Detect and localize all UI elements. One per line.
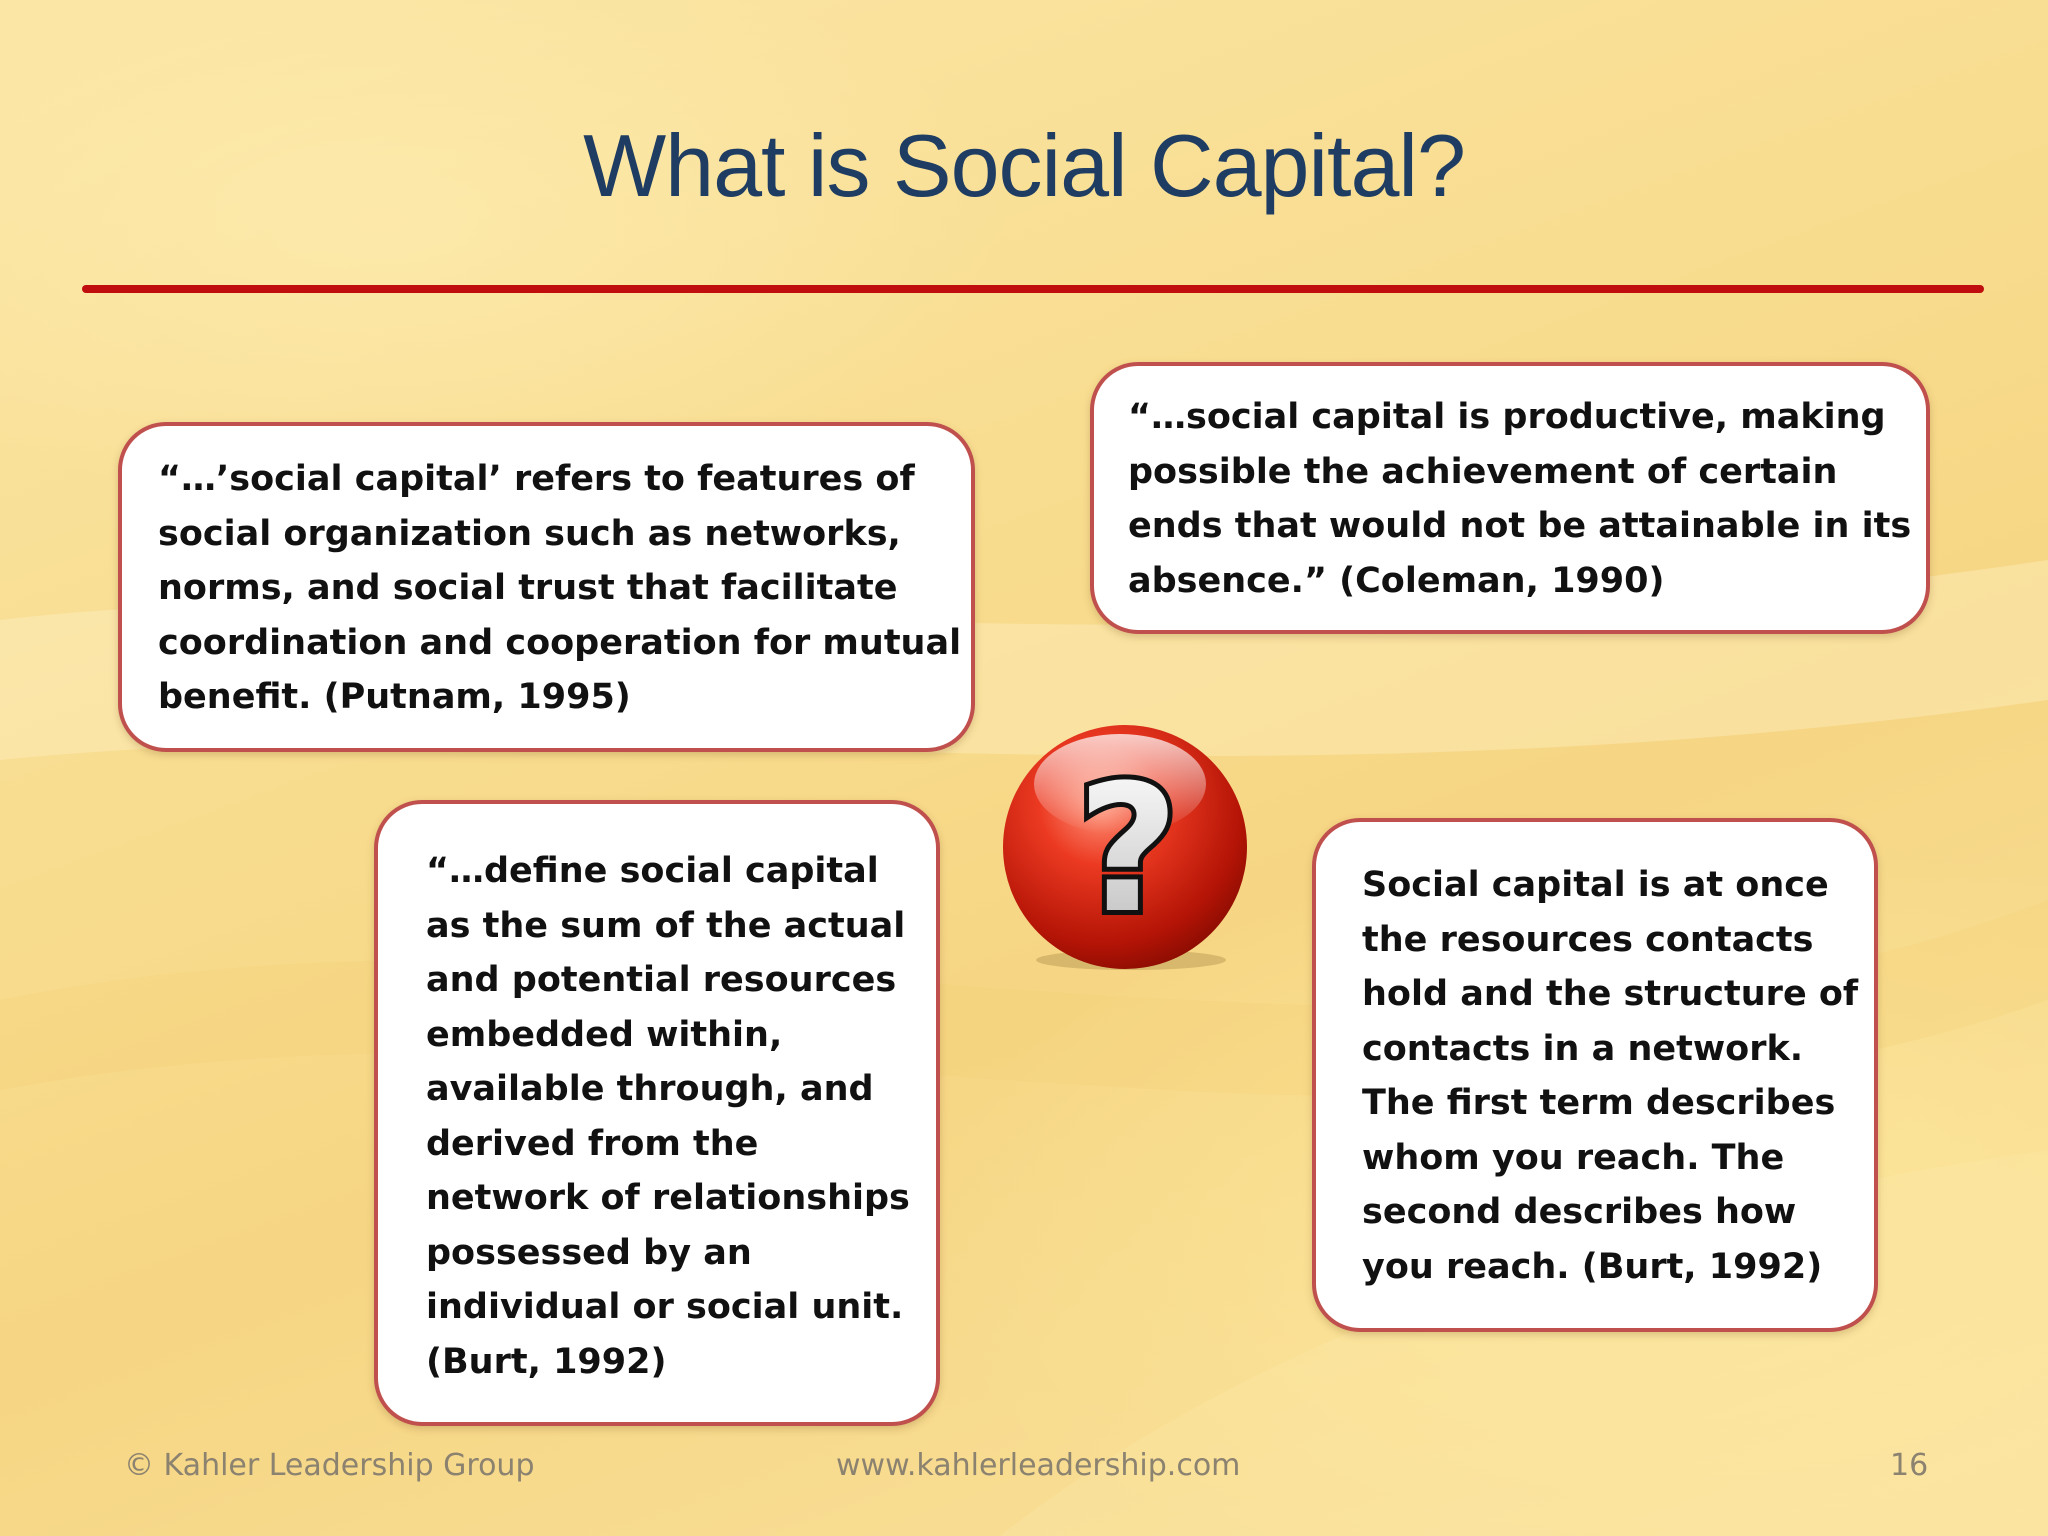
quote-line: you reach. (Burt, 1992) (1362, 1246, 1823, 1287)
quote-text-putnam (158, 452, 961, 725)
quote-line: contacts in a network. (1362, 1028, 1804, 1069)
quote-line: (Burt, 1992) (426, 1341, 667, 1382)
quote-line: available through, and (426, 1069, 874, 1109)
question-mark-glyph: ? (1076, 747, 1180, 952)
quote-line: hold and the structure of (1362, 974, 1859, 1014)
quote-line: possible the achievement of certain (1128, 451, 1838, 492)
quote-line: ends that would not be attainable in its (1128, 506, 1912, 546)
footer-copyright: © Kahler Leadership Group (124, 1448, 535, 1483)
question-mark-icon (998, 722, 1252, 976)
quote-text-burt-network (1362, 858, 1858, 1294)
quote-line: “…social capital is productive, making (1128, 397, 1886, 437)
quote-line: absence.” (Coleman, 1990) (1128, 560, 1665, 601)
quote-line: and potential resources (426, 960, 897, 1000)
footer-website: www.kahlerleadership.com (836, 1448, 1241, 1483)
quote-line: whom you reach. The (1362, 1137, 1785, 1178)
quote-line: derived from the (426, 1123, 759, 1164)
quote-box-burt-definition (374, 800, 940, 1426)
quote-line: norms, and social trust that facilitate (158, 568, 898, 608)
quote-line: “…’social capital’ refers to features of (158, 459, 915, 499)
quote-line: network of relationships (426, 1178, 910, 1218)
quote-line: benefit. (Putnam, 1995) (158, 677, 631, 717)
quote-line: The first term describes (1362, 1083, 1836, 1123)
quote-line: social organization such as networks, (158, 513, 901, 554)
quote-box-burt-network (1312, 818, 1878, 1332)
quote-line: Social capital is at once (1362, 865, 1829, 905)
quote-line: “…define social capital (426, 851, 879, 891)
quote-text-burt-definition (426, 844, 910, 1389)
footer-page-number: 16 (1890, 1448, 1929, 1483)
quote-line: possessed by an (426, 1232, 752, 1273)
slide-title: What is Social Capital? (583, 116, 1465, 215)
quote-line: as the sum of the actual (426, 905, 906, 946)
quote-line: second describes how (1362, 1192, 1797, 1232)
quote-line: coordination and cooperation for mutual (158, 622, 962, 663)
quote-box-coleman (1090, 362, 1930, 634)
quote-line: embedded within, (426, 1014, 783, 1055)
quote-line: the resources contacts (1362, 919, 1814, 960)
quote-box-putnam (118, 422, 975, 752)
quote-line: individual or social unit. (426, 1287, 904, 1327)
quote-text-coleman (1128, 390, 1911, 608)
title-divider (82, 285, 1984, 293)
